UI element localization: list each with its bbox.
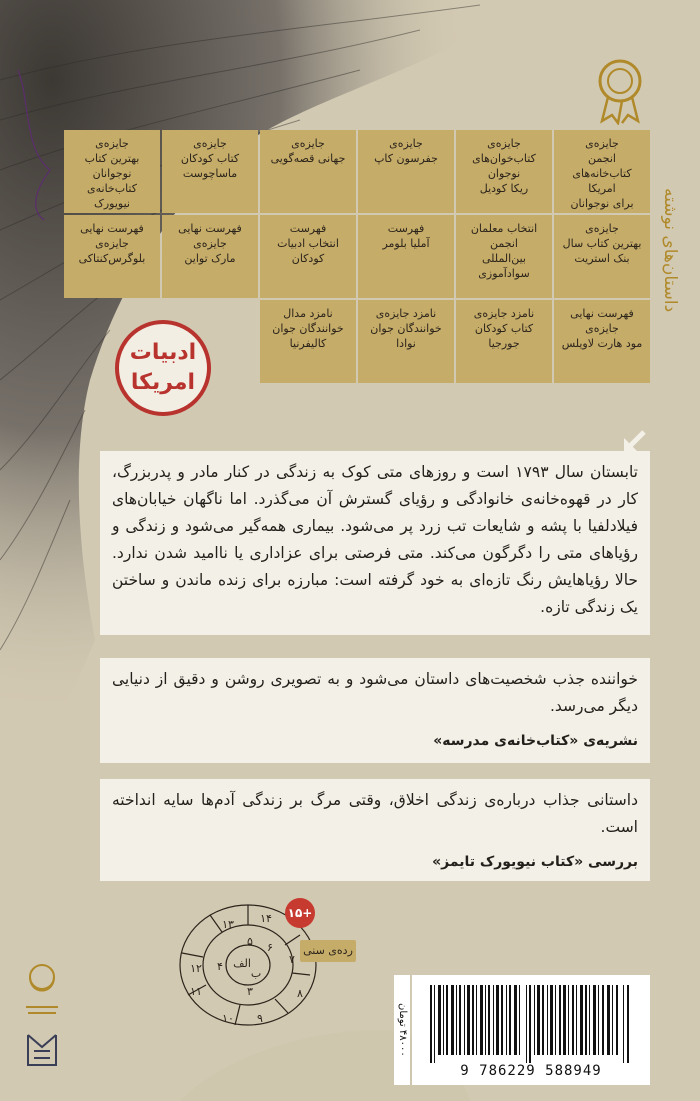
award-cell: جایزه‌ی بهترین کتاب نوجوانان کتاب‌خانه‌ی نیویورک — [64, 130, 160, 213]
review-quote: داستانی جذاب درباره‌ی زندگی اخلاق، وقتی مرگ بر زندگی آدم‌ها سایه انداخته است. — [112, 791, 638, 836]
age-letter: ب — [250, 967, 262, 980]
review-source: نشریه‌ی «کتاب‌خانه‌ی مدرسه» — [433, 733, 638, 749]
award-cell: جایزه‌ی کتاب کودکان ماساچوست — [162, 130, 258, 213]
award-cell: نامزد مدال خوانندگان جوان کالیفرنیا — [260, 300, 356, 383]
barcode-bars — [426, 985, 636, 1063]
age-letter: الف — [233, 957, 251, 970]
age-number: ۱۳ — [222, 918, 234, 931]
award-cell: فهرست نهایی جایزه‌ی مود هارت لاویلس — [554, 300, 650, 383]
award-cell: نامزد جایزه‌ی کتاب کودکان جورجیا — [456, 300, 552, 383]
award-cell: فهرست انتخاب ادبیات کودکان — [260, 215, 356, 298]
age-number: ۳ — [247, 985, 253, 998]
award-cell: فهرست آملیا بلومر — [358, 215, 454, 298]
award-ribbon-icon — [590, 55, 650, 125]
price-label: ۴۸۰۰۰ تومان — [394, 975, 410, 1085]
synopsis-text: تابستان سال ۱۷۹۳ است و روزهای متی کوک به زندگی در کنار مادر و پدربزرگ، کار در قهوه‌خانه‌ی خانوادگی و رؤیای گسترش آن می‌گذرد. اما ناگهان خیابان‌های فیلادلفیا با پشه و شایعات تب زرد پر می‌شود. بیماری همه‌گیر می‌شود و زندگی و رؤیاهای متی را دگرگون می‌کند. متی فرصتی برای عزاداری یا ناامید شدن ندارد. حالا رؤیاهایش رنگ تازه‌ای به خود گرفته است: مبارزه برای زنده ماندن و ساختن یک زندگی تازه. — [112, 463, 638, 616]
award-cell: جایزه‌ی انجمن کتاب‌خانه‌های امریکا برای نوجوانان — [554, 130, 650, 213]
badge-line-1: ادبیات — [129, 340, 197, 365]
awards-row — [60, 130, 650, 213]
age-number: ۷ — [289, 953, 295, 966]
american-literature-badge — [115, 320, 211, 416]
review-box — [100, 658, 650, 763]
award-cell: نامزد جایزه‌ی خوانندگان جوان نوادا — [358, 300, 454, 383]
age-number: ۹ — [257, 1012, 263, 1025]
age-plus-badge: +۱۵ — [285, 898, 315, 928]
synopsis-box — [100, 451, 650, 635]
award-cell: فهرست نهایی جایزه‌ی بلوگرس‌کنتاکی — [64, 215, 160, 298]
age-number: ۱۰ — [222, 1012, 234, 1025]
series-title: داستان‌های نوشته — [660, 187, 680, 313]
badge-line-2: امریکا — [130, 370, 196, 395]
review-box — [100, 779, 650, 881]
award-cell: فهرست نهایی جایزه‌ی مارک تواین — [162, 215, 258, 298]
age-number: ۵ — [247, 935, 253, 948]
age-group-wheel — [170, 895, 350, 1035]
isbn-number: 9 786229 588949 — [460, 1063, 602, 1079]
review-source: بررسی «کتاب نیویورک تایمز» — [432, 854, 638, 870]
award-cell: جایزه‌ی جهانی قصه‌گویی — [260, 130, 356, 213]
age-number: ۴ — [217, 960, 223, 973]
age-number: ۱۴ — [260, 912, 272, 925]
award-cell: جایزه‌ی جفرسون کاپ — [358, 130, 454, 213]
age-number: ۶ — [267, 941, 273, 954]
age-number: ۸ — [297, 987, 303, 1000]
age-number: ۱۱ — [190, 985, 202, 998]
age-group-label: رده‌ی سنی — [300, 940, 356, 962]
award-cell: جایزه‌ی بهترین کتاب سال بنک استریت — [554, 215, 650, 298]
review-quote: خواننده جذب شخصیت‌های داستان می‌شود و به تصویری روشن و دقیق از دنیایی دیگر می‌رسد. — [112, 670, 638, 715]
publisher-logo-icon — [20, 955, 64, 1075]
barcode — [412, 975, 650, 1085]
age-number: ۱۲ — [190, 962, 202, 975]
award-cell: انتخاب معلمان انجمن بین‌المللی سوادآموزی — [456, 215, 552, 298]
awards-row — [60, 215, 650, 298]
award-cell: جایزه‌ی کتاب‌خوان‌های نوجوان ریکا کودیل — [456, 130, 552, 213]
